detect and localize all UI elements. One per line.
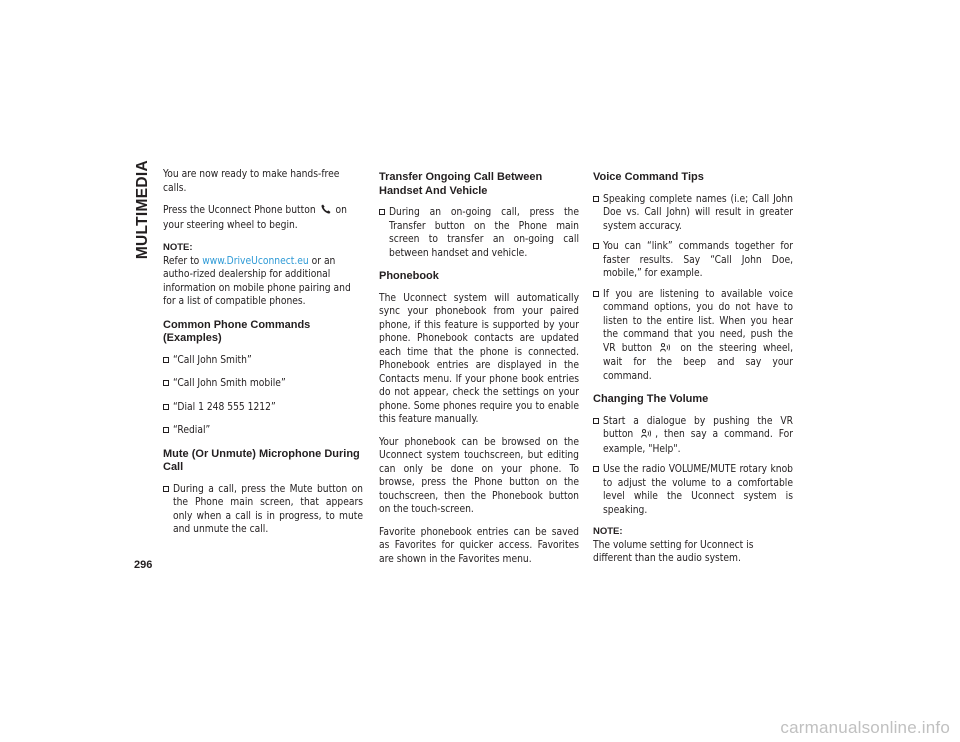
tips-list: [593, 193, 793, 384]
list-item: [593, 415, 793, 457]
list-item: [593, 288, 793, 384]
paragraph-phonebook-browse: Your phonebook can be browsed on the Uconnect system touchscreen, but editing can only be done on your phone. To browse, press the Phone button on the touchscreen, then the Phonebook button on the touch-screen.: [379, 436, 579, 515]
list-item-text: You can “link” commands together for faster results. Say “Call John Doe, mobile,” for example.: [603, 241, 793, 279]
square-bullet-icon: [593, 418, 599, 424]
phone-icon: [321, 204, 331, 219]
list-item: [593, 463, 793, 517]
list-item-text: “Redial”: [173, 425, 211, 436]
transfer-list: [379, 206, 579, 260]
column-2: [379, 168, 579, 575]
driveuconnect-link[interactable]: www.DriveUconnect.eu: [202, 255, 309, 267]
note-text: The volume setting for Uconnect is different than the audio system.: [593, 539, 754, 564]
heading-transfer: Transfer Ongoing Call Between Handset And Vehicle: [379, 171, 543, 197]
voice-command-icon: [641, 429, 653, 443]
list-item: [163, 377, 363, 391]
list-item-text: During an on-going call, press the Transfer button on the Phone main screen to transfer an on-going call between handset and vehicle.: [389, 207, 579, 259]
watermark: carmanualsonline.info: [780, 718, 950, 737]
square-bullet-icon: [163, 380, 169, 386]
square-bullet-icon: [163, 427, 169, 433]
list-item: [379, 206, 579, 260]
voice-command-icon: [660, 343, 672, 357]
heading-mute: Mute (Or Unmute) Microphone During Call: [163, 447, 360, 473]
square-bullet-icon: [593, 196, 599, 202]
list-item-text: Use the radio VOLUME/MUTE rotary knob to adjust the volume to a comfortable level while the Uconnect system is speaking.: [603, 464, 793, 516]
square-bullet-icon: [163, 357, 169, 363]
heading-phonebook: Phonebook: [379, 270, 439, 282]
list-item: [593, 240, 793, 281]
list-item-text: Speaking complete names (i.e; Call John Doe vs. Call John) will result in greater system accuracy.: [603, 193, 793, 232]
list-item-text: on the steering wheel, wait for the beep and say your command.: [603, 342, 793, 382]
list-item-text: Start a dialogue by pushing the VR button: [603, 415, 793, 440]
square-bullet-icon: [163, 404, 169, 410]
text-fragment: or an autho-rized dealership for additional information on mobile phone pairing and for a list of compatible phones.: [163, 255, 351, 307]
text-fragment: Press the Uconnect Phone button: [163, 205, 316, 216]
list-item-text: “Call John Smith”: [173, 354, 252, 366]
text-fragment: Refer to: [163, 255, 200, 267]
list-item: [163, 354, 363, 368]
list-item: [593, 193, 793, 234]
paragraph-phonebook-sync: The Uconnect system will automatically sync your phonebook from your paired phone, if this feature is supported by your phone. Phonebook contacts are updated each time that the phone is connected. Phonebook entries are displayed in the Contacts menu. If your phone book entries do not appear, check the settings on your phone. Some phones require you to enable this feature manually.: [379, 292, 579, 425]
note-block: [163, 241, 363, 309]
list-item: [163, 483, 363, 537]
paragraph-ready: You are now ready to make hands-free calls.: [163, 169, 340, 194]
column-3: [593, 168, 793, 575]
paragraph-press-phone: [163, 204, 363, 232]
page-number: 296: [134, 559, 153, 571]
list-item: [163, 401, 363, 415]
list-item-text: “Call John Smith mobile”: [173, 378, 286, 389]
column-1: [163, 168, 363, 545]
square-bullet-icon: [593, 466, 599, 472]
list-item-text: If you are listening to available voice command options, you do not have to listen to the entire list. When you hear the command that you need, push the VR button: [603, 288, 793, 354]
list-item-text: , then say a command. For example, "Help".: [603, 429, 793, 455]
square-bullet-icon: [379, 209, 385, 215]
list-item-text: “Dial 1 248 555 1212”: [173, 401, 276, 413]
mute-list: [163, 483, 363, 537]
text-fragment: on your steering wheel to begin.: [163, 205, 347, 231]
paragraph-phonebook-favorites: Favorite phonebook entries can be saved as Favorites for quicker access. Favorites are shown in the Favorites menu.: [379, 526, 579, 565]
heading-common-commands: Common Phone Commands (Examples): [163, 318, 311, 344]
note-label: NOTE:: [163, 242, 193, 253]
heading-voice-tips: Voice Command Tips: [593, 171, 704, 183]
section-tab: MULTIMEDIA: [134, 160, 151, 260]
list-item: [163, 424, 363, 438]
square-bullet-icon: [163, 486, 169, 492]
square-bullet-icon: [593, 291, 599, 297]
list-item-text: During a call, press the Mute button on the Phone main screen, that appears only when a call is in progress, to mute and unmute the call.: [173, 483, 363, 535]
volume-list: [593, 415, 793, 518]
commands-list: [163, 354, 363, 438]
note-block: [593, 525, 793, 566]
square-bullet-icon: [593, 243, 599, 249]
heading-volume: Changing The Volume: [593, 393, 709, 405]
note-label: NOTE:: [593, 526, 623, 537]
